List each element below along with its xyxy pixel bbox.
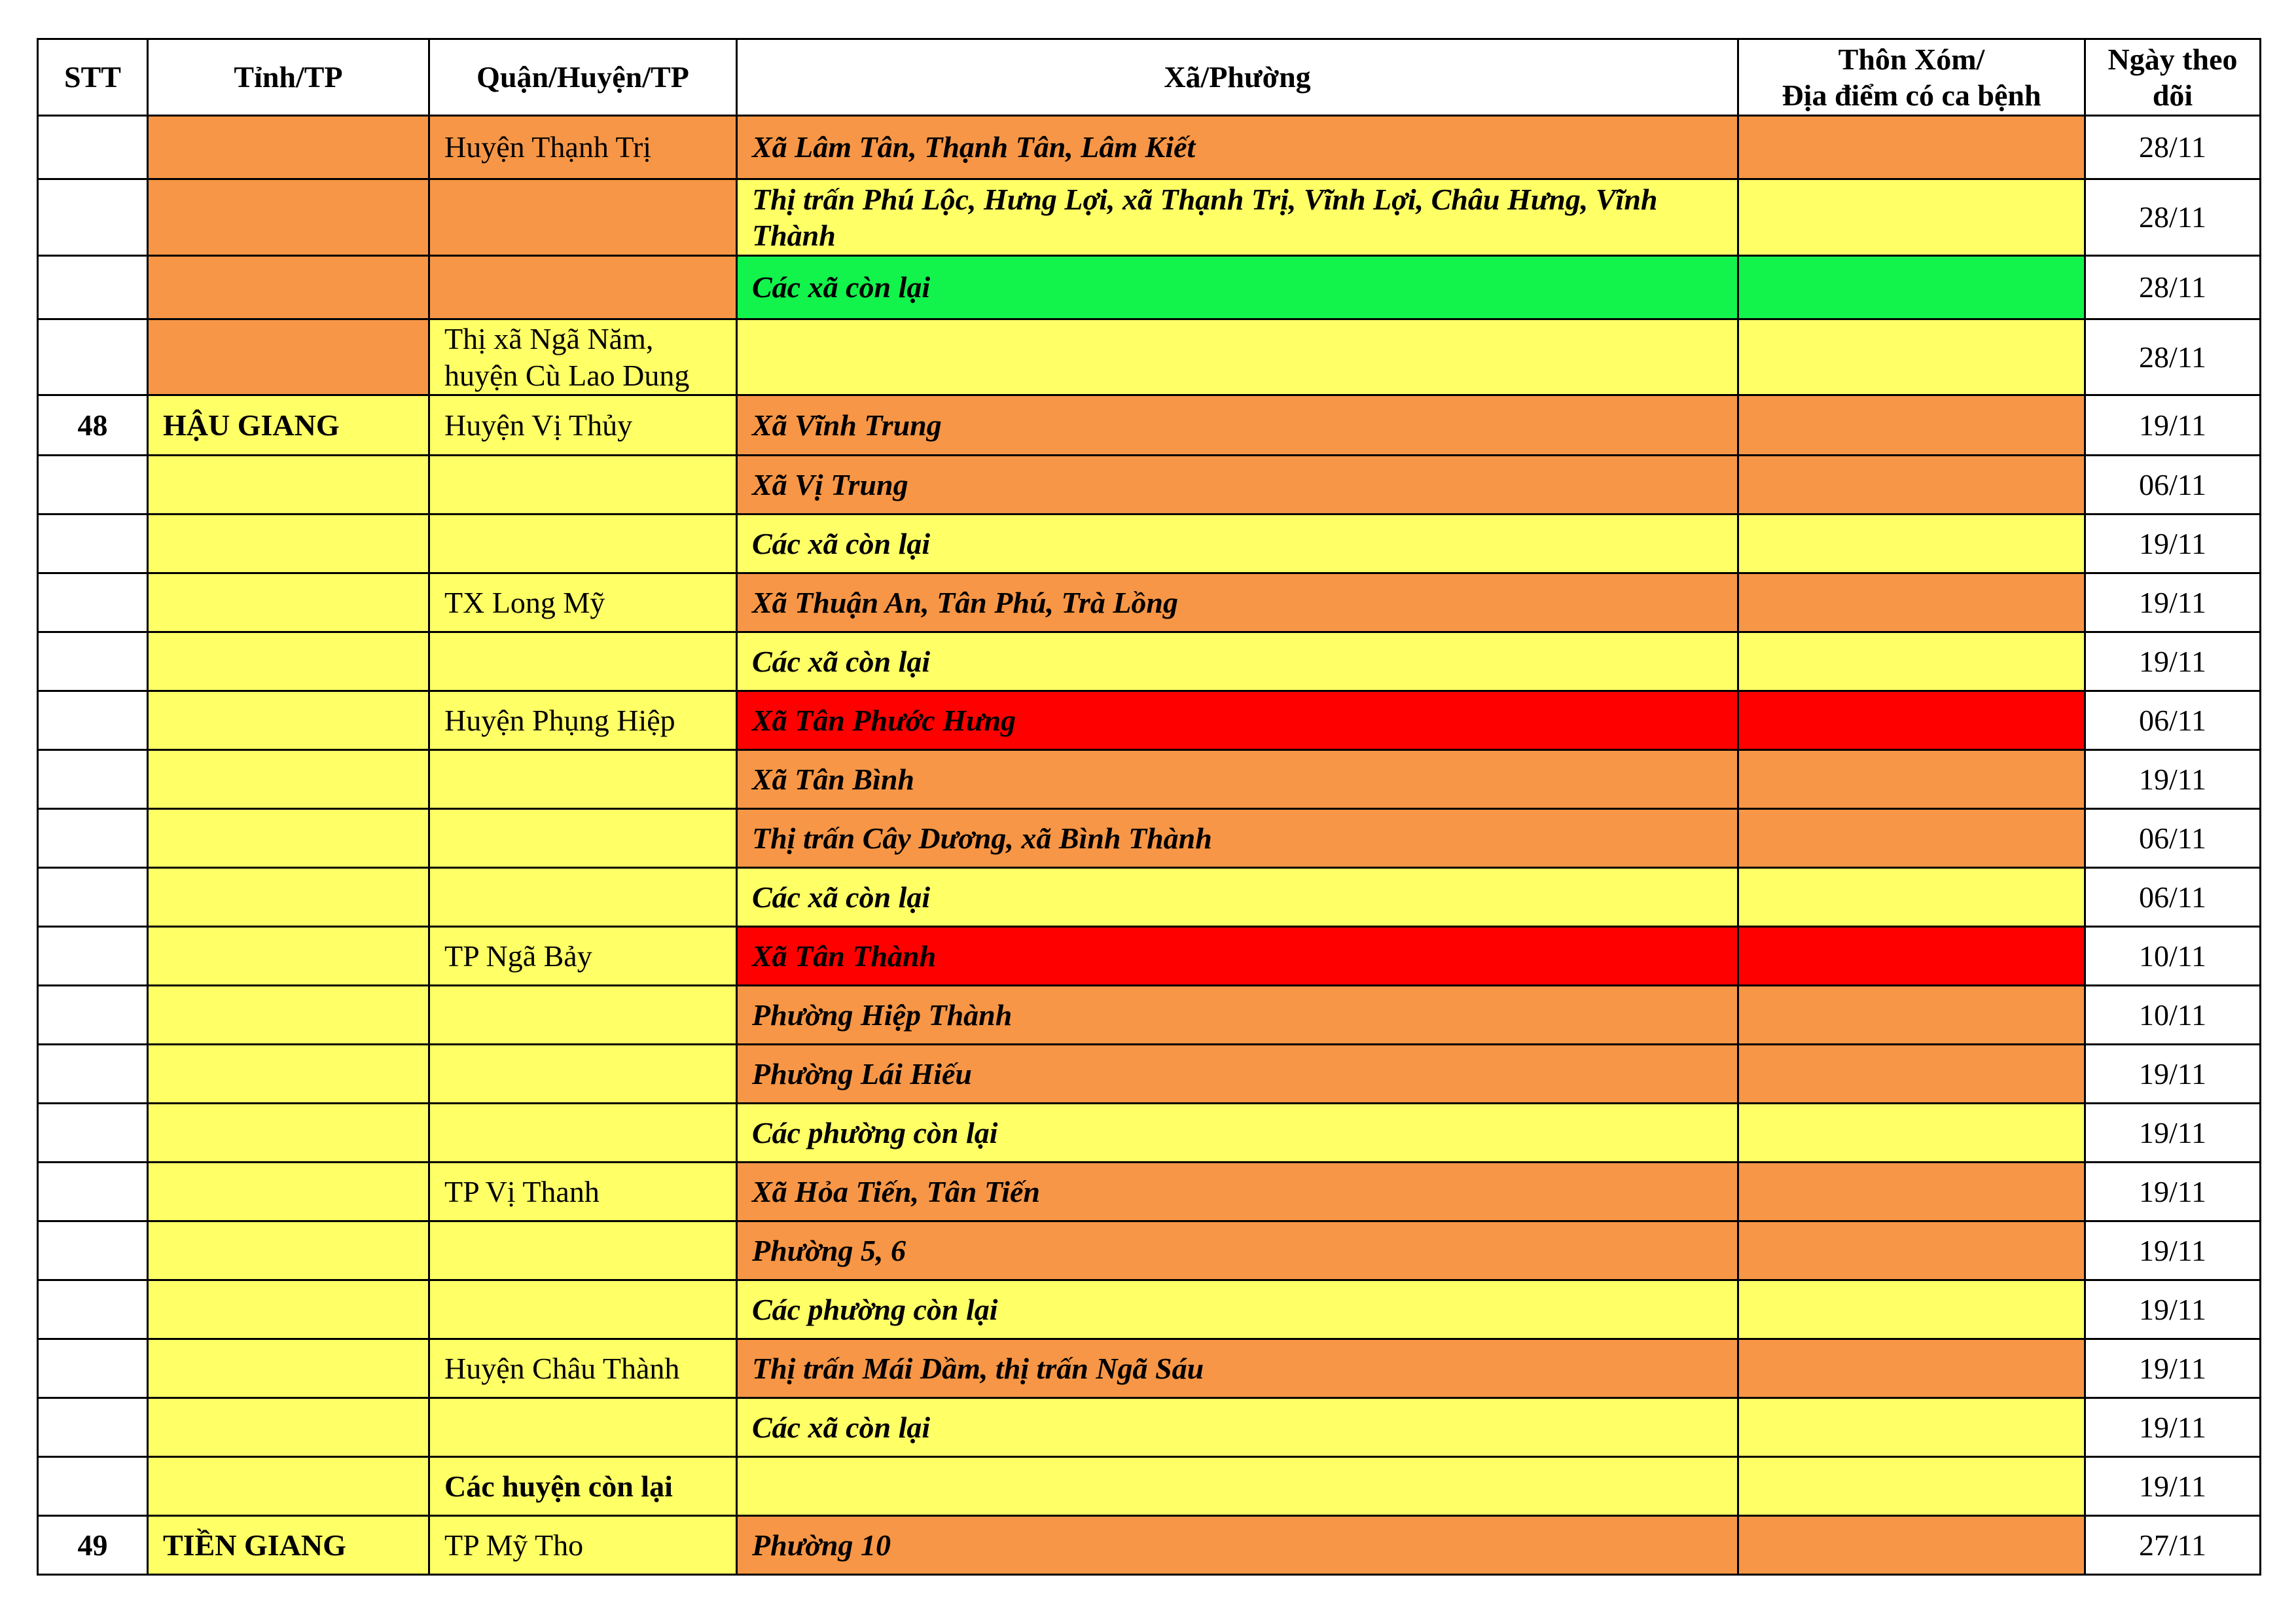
cell-district: [429, 256, 737, 319]
cell-district: [429, 809, 737, 868]
cell-stt: [38, 1457, 148, 1516]
cell-district: Thị xã Ngã Năm, huyện Cù Lao Dung: [429, 319, 737, 395]
header-date-line1: Ngày theo: [2108, 42, 2238, 76]
cell-ward: Xã Tân Bình: [737, 750, 1738, 809]
cell-district: Huyện Thạnh Trị: [429, 116, 737, 179]
table-row: [38, 809, 2261, 868]
cell-hamlet: [1738, 1398, 2085, 1457]
cell-hamlet: [1738, 1339, 2085, 1398]
cell-hamlet: [1738, 395, 2085, 456]
table-row: [38, 986, 2261, 1045]
cell-province: TIỀN GIANG: [148, 1516, 429, 1575]
cell-stt: 48: [38, 395, 148, 456]
cell-province: [148, 116, 429, 179]
cell-ward: Phường 5, 6: [737, 1221, 1738, 1280]
cell-province: [148, 514, 429, 573]
cell-stt: [38, 514, 148, 573]
cell-date: 19/11: [2085, 632, 2261, 691]
cell-date: 06/11: [2085, 809, 2261, 868]
cell-date: 19/11: [2085, 1104, 2261, 1163]
table-row: [38, 1516, 2261, 1575]
cell-ward: Các xã còn lại: [737, 1398, 1738, 1457]
cell-province: [148, 1339, 429, 1398]
cell-stt: [38, 1280, 148, 1339]
header-hamlet-line1: Thôn Xóm/: [1838, 42, 1985, 76]
cell-district: TP Ngã Bảy: [429, 927, 737, 986]
cell-district: TP Vị Thanh: [429, 1163, 737, 1221]
table-row: [38, 691, 2261, 750]
cell-hamlet: [1738, 573, 2085, 632]
cell-hamlet: [1738, 632, 2085, 691]
table-row: [38, 1221, 2261, 1280]
cell-date: 27/11: [2085, 1516, 2261, 1575]
table-row: [38, 1398, 2261, 1457]
cell-stt: [38, 319, 148, 395]
table-row: [38, 1339, 2261, 1398]
cell-district: [429, 1221, 737, 1280]
table-row: [38, 395, 2261, 456]
cell-province: HẬU GIANG: [148, 395, 429, 456]
cell-ward: Các xã còn lại: [737, 256, 1738, 319]
cell-ward: Phường Lái Hiếu: [737, 1045, 1738, 1104]
cell-district: Huyện Phụng Hiệp: [429, 691, 737, 750]
cell-province: [148, 1398, 429, 1457]
cell-ward: Các xã còn lại: [737, 632, 1738, 691]
cell-hamlet: [1738, 1163, 2085, 1221]
cell-district: [429, 868, 737, 927]
header-district: Quận/Huyện/TP: [429, 39, 737, 116]
cell-district: [429, 986, 737, 1045]
cell-district: [429, 514, 737, 573]
cell-stt: [38, 927, 148, 986]
cell-date: 19/11: [2085, 1457, 2261, 1516]
cell-stt: [38, 1163, 148, 1221]
cell-date: 28/11: [2085, 256, 2261, 319]
cell-date: 19/11: [2085, 750, 2261, 809]
cell-stt: [38, 691, 148, 750]
cell-province: [148, 691, 429, 750]
cell-hamlet: [1738, 514, 2085, 573]
cell-province: [148, 1221, 429, 1280]
cell-date: 19/11: [2085, 1221, 2261, 1280]
cell-district: TX Long Mỹ: [429, 573, 737, 632]
cell-ward: Các xã còn lại: [737, 514, 1738, 573]
cell-date: 28/11: [2085, 179, 2261, 256]
cell-date: 10/11: [2085, 927, 2261, 986]
table-row: [38, 573, 2261, 632]
cell-district: TP Mỹ Tho: [429, 1516, 737, 1575]
cell-stt: [38, 1221, 148, 1280]
cell-district: [429, 750, 737, 809]
header-date-line2: dõi: [2152, 79, 2193, 112]
table-row: [38, 1457, 2261, 1516]
cell-stt: [38, 573, 148, 632]
cell-hamlet: [1738, 456, 2085, 514]
cell-district: [429, 1280, 737, 1339]
cell-stt: [38, 1339, 148, 1398]
cell-district: Huyện Vị Thủy: [429, 395, 737, 456]
cell-ward: Xã Thuận An, Tân Phú, Trà Lồng: [737, 573, 1738, 632]
cell-stt: [38, 1045, 148, 1104]
table-row: [38, 1104, 2261, 1163]
cell-stt: [38, 809, 148, 868]
header-row: [38, 39, 2261, 116]
cell-stt: [38, 116, 148, 179]
cell-district: [429, 456, 737, 514]
cell-stt: [38, 179, 148, 256]
cell-district: Các huyện còn lại: [429, 1457, 737, 1516]
cell-stt: 49: [38, 1516, 148, 1575]
cell-hamlet: [1738, 256, 2085, 319]
cell-district: [429, 1104, 737, 1163]
cell-hamlet: [1738, 319, 2085, 395]
cell-stt: [38, 1398, 148, 1457]
cell-province: [148, 1280, 429, 1339]
table-row: [38, 1163, 2261, 1221]
cell-ward: Thị trấn Cây Dương, xã Bình Thành: [737, 809, 1738, 868]
cell-ward: [737, 319, 1738, 395]
cell-hamlet: [1738, 1104, 2085, 1163]
cell-ward: Xã Tân Phước Hưng: [737, 691, 1738, 750]
cell-date: 06/11: [2085, 456, 2261, 514]
cell-province: [148, 256, 429, 319]
cell-date: 19/11: [2085, 1280, 2261, 1339]
cell-ward: Xã Hỏa Tiến, Tân Tiến: [737, 1163, 1738, 1221]
cell-district: [429, 632, 737, 691]
cell-stt: [38, 1104, 148, 1163]
cell-stt: [38, 456, 148, 514]
cell-province: [148, 456, 429, 514]
cell-district: [429, 1398, 737, 1457]
cell-district: Huyện Châu Thành: [429, 1339, 737, 1398]
table-row: [38, 927, 2261, 986]
cell-ward: Thị trấn Mái Dầm, thị trấn Ngã Sáu: [737, 1339, 1738, 1398]
cell-date: 19/11: [2085, 395, 2261, 456]
cell-province: [148, 927, 429, 986]
cell-hamlet: [1738, 986, 2085, 1045]
cell-province: [148, 986, 429, 1045]
cell-date: 19/11: [2085, 514, 2261, 573]
table-row: [38, 116, 2261, 179]
cell-ward: Xã Lâm Tân, Thạnh Tân, Lâm Kiết: [737, 116, 1738, 179]
header-ward: Xã/Phường: [737, 39, 1738, 116]
covid-level-table: [37, 38, 2261, 1576]
table-row: [38, 1280, 2261, 1339]
cell-hamlet: [1738, 1221, 2085, 1280]
cell-hamlet: [1738, 868, 2085, 927]
cell-province: [148, 1104, 429, 1163]
table-row: [38, 868, 2261, 927]
cell-date: 19/11: [2085, 1398, 2261, 1457]
cell-date: 19/11: [2085, 1339, 2261, 1398]
table-row: [38, 256, 2261, 319]
cell-ward: Xã Vĩnh Trung: [737, 395, 1738, 456]
header-hamlet: [1738, 39, 2085, 116]
cell-hamlet: [1738, 1280, 2085, 1339]
table-row: [38, 179, 2261, 256]
cell-province: [148, 868, 429, 927]
cell-province: [148, 573, 429, 632]
table-row: [38, 319, 2261, 395]
cell-hamlet: [1738, 116, 2085, 179]
cell-date: 19/11: [2085, 573, 2261, 632]
cell-ward: Phường Hiệp Thành: [737, 986, 1738, 1045]
cell-date: 19/11: [2085, 1163, 2261, 1221]
cell-ward: Xã Tân Thành: [737, 927, 1738, 986]
cell-date: 28/11: [2085, 116, 2261, 179]
cell-hamlet: [1738, 179, 2085, 256]
header-province: Tỉnh/TP: [148, 39, 429, 116]
cell-hamlet: [1738, 750, 2085, 809]
cell-stt: [38, 750, 148, 809]
cell-hamlet: [1738, 927, 2085, 986]
cell-date: 28/11: [2085, 319, 2261, 395]
cell-hamlet: [1738, 809, 2085, 868]
cell-hamlet: [1738, 1457, 2085, 1516]
cell-province: [148, 632, 429, 691]
cell-hamlet: [1738, 1045, 2085, 1104]
table-row: [38, 514, 2261, 573]
header-date: [2085, 39, 2261, 116]
cell-hamlet: [1738, 691, 2085, 750]
cell-stt: [38, 632, 148, 691]
table-row: [38, 456, 2261, 514]
cell-date: 19/11: [2085, 1045, 2261, 1104]
cell-province: [148, 809, 429, 868]
cell-stt: [38, 986, 148, 1045]
cell-date: 06/11: [2085, 868, 2261, 927]
cell-province: [148, 750, 429, 809]
cell-hamlet: [1738, 1516, 2085, 1575]
table-row: [38, 1045, 2261, 1104]
cell-ward: [737, 1457, 1738, 1516]
cell-ward: Thị trấn Phú Lộc, Hưng Lợi, xã Thạnh Trị, Vĩnh Lợi, Châu Hưng, Vĩnh Thành: [737, 179, 1738, 256]
cell-ward: Xã Vị Trung: [737, 456, 1738, 514]
header-hamlet-line2: Địa điểm có ca bệnh: [1782, 79, 2041, 112]
cell-ward: Các phường còn lại: [737, 1280, 1738, 1339]
cell-province: [148, 179, 429, 256]
table-body: [38, 116, 2261, 1575]
cell-date: 10/11: [2085, 986, 2261, 1045]
cell-ward: Phường 10: [737, 1516, 1738, 1575]
cell-stt: [38, 868, 148, 927]
cell-ward: Các xã còn lại: [737, 868, 1738, 927]
cell-date: 06/11: [2085, 691, 2261, 750]
cell-province: [148, 319, 429, 395]
cell-stt: [38, 256, 148, 319]
header-stt: STT: [38, 39, 148, 116]
cell-district: [429, 1045, 737, 1104]
cell-district: [429, 179, 737, 256]
table-row: [38, 632, 2261, 691]
cell-ward: Các phường còn lại: [737, 1104, 1738, 1163]
cell-province: [148, 1457, 429, 1516]
table-row: [38, 750, 2261, 809]
cell-province: [148, 1163, 429, 1221]
cell-province: [148, 1045, 429, 1104]
